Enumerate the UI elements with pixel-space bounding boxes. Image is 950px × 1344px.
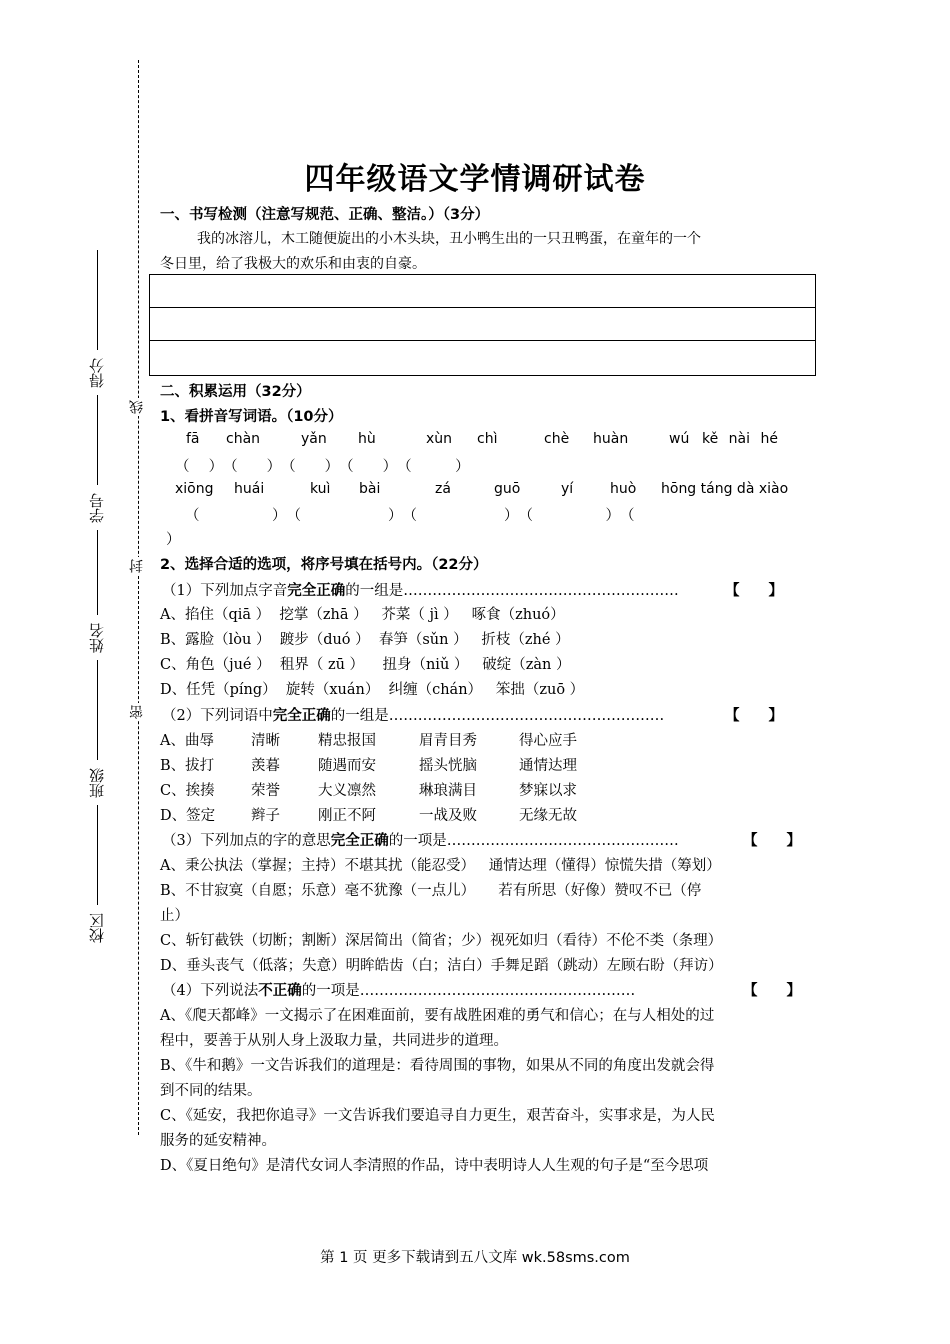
- q2-sub3-option-d: D、垂头丧气（低落；失意）明眸皓齿（白；洁白）手舞足蹈（跳动）左顾右盼（拜访）: [160, 958, 723, 974]
- answer-brackets-row2[interactable]: （ ） （ ） （ ） （ ） （: [185, 508, 635, 524]
- q2-sub1-option-a: A、掐住（qiā ） 挖掌（zhā ） 芥菜（ jì ） 啄食（zhuó）: [160, 607, 565, 623]
- pinyin: wú: [669, 431, 690, 447]
- pinyin: xiōng: [175, 481, 214, 497]
- word: 通情达理: [519, 758, 577, 774]
- word: 琳琅满目: [419, 783, 477, 799]
- score-blank-line: [97, 250, 98, 350]
- word: 刚正不阿: [318, 808, 376, 824]
- binding-dashed-line: [138, 60, 139, 1135]
- pinyin: chè: [544, 431, 570, 447]
- q2-sub3-answer-bracket[interactable]: 【 】: [743, 833, 801, 849]
- q2-sub2-stem: （2）下列词语中完全正确的一组是…………………………………………………: [162, 707, 665, 724]
- q2-sub2-answer-bracket[interactable]: 【 】: [725, 708, 783, 724]
- answer-brackets-row1[interactable]: （ ） （ ） （ ） （ ） （ ）: [175, 459, 470, 475]
- pinyin: bài: [359, 481, 381, 497]
- pinyin: guō: [494, 481, 521, 497]
- name-label: 姓名: [88, 623, 106, 653]
- word: D、签定: [160, 808, 216, 824]
- pinyin: chì: [477, 431, 498, 447]
- answer-bracket-wrap: ）: [166, 532, 181, 548]
- q2-heading: 2、选择合适的选项，将序号填在括号内。（22分）: [160, 557, 488, 573]
- seal-char-feng: 封: [129, 559, 145, 573]
- q2-sub1-stem: （1）下列加点字音完全正确的一组是…………………………………………………: [162, 582, 679, 599]
- pinyin: yí: [561, 481, 574, 497]
- word: A、曲辱: [160, 733, 214, 749]
- section1-text-line1: 我的冰溶儿，木工随便旋出的小木头块，丑小鸭生出的一只丑鸭蛋，在童年的一个: [197, 231, 701, 247]
- q2-sub4-option-a-cont: 程中，要善于从别人身上汲取力量，共同进步的道理。: [160, 1033, 508, 1049]
- campus-blank-line: [97, 805, 98, 905]
- word: 辫子: [251, 808, 280, 824]
- pinyin: hù: [358, 431, 376, 447]
- word: 大义凛然: [318, 783, 376, 799]
- q2-sub4-stem: （4）下列说法不正确的一项是…………………………………………………: [162, 982, 636, 999]
- q2-sub3-option-a: A、秉公执法（掌握；主持）不堪其扰（能忍受） 通情达理（懂得）惊慌失措（筹划）: [160, 858, 721, 874]
- writing-row[interactable]: [150, 308, 815, 341]
- word: B、拔打: [160, 758, 215, 774]
- q2-sub4-answer-bracket[interactable]: 【 】: [743, 983, 801, 999]
- pinyin: huái: [234, 481, 265, 497]
- q2-sub4-option-b-cont: 到不同的结果。: [160, 1083, 262, 1099]
- pinyin: yǎn: [301, 431, 327, 447]
- student-id-blank-line: [97, 395, 98, 485]
- pinyin: hōng táng dà xiào: [661, 481, 789, 497]
- pinyin: huàn: [593, 431, 629, 447]
- q2-sub4-option-c: C、《延安，我把你追寻》一文告诉我们要追寻自力更生，艰苦奋斗，实事求是，为人民: [160, 1108, 715, 1124]
- page-title: 四年级语文学情调研试卷: [304, 162, 646, 197]
- pinyin: zá: [435, 481, 451, 497]
- word: 清晰: [251, 733, 280, 749]
- pinyin: chàn: [226, 431, 261, 447]
- q2-sub3-stem: （3）下列加点的字的意思完全正确的一项是…………………………………………: [162, 832, 679, 849]
- pinyin: kě nài hé: [702, 431, 778, 447]
- seal-char-xian: 线: [129, 400, 145, 414]
- word: C、挨揍: [160, 783, 215, 799]
- pinyin: huò: [610, 481, 637, 497]
- word: 摇头恍脑: [419, 758, 477, 774]
- q2-sub4-option-d: D、《夏日绝句》是清代女词人李清照的作品，诗中表明诗人人生观的句子是“至今思项: [160, 1158, 709, 1174]
- word: 精忠报国: [318, 733, 376, 749]
- class-blank-line: [97, 660, 98, 760]
- name-blank-line: [97, 530, 98, 615]
- word: 羡暮: [251, 758, 280, 774]
- word: 随遇而安: [318, 758, 376, 774]
- q2-sub4-option-a: A、《爬天都峰》一文揭示了在困难面前，要有战胜困难的勇气和信心；在与人相处的过: [160, 1008, 715, 1024]
- word: 无缘无故: [519, 808, 577, 824]
- section1-text-line2: 冬日里，给了我极大的欢乐和由衷的自豪。: [160, 256, 426, 272]
- q2-sub1-option-c: C、角色（jué ） 租界（ zū ） 扭身（niǔ ） 破绽（zàn ）: [160, 657, 571, 673]
- word: 梦寐以求: [519, 783, 577, 799]
- class-label: 班级: [88, 768, 106, 798]
- pinyin: xùn: [426, 431, 453, 447]
- word: 得心应手: [519, 733, 577, 749]
- word: 一战及败: [419, 808, 477, 824]
- page-footer: 第 1 页 更多下载请到五八文库 wk.58sms.com: [320, 1250, 630, 1266]
- q1-heading: 1、看拼音写词语。（10分）: [160, 409, 343, 425]
- q2-sub3-option-b-wrap: 止）: [160, 908, 189, 924]
- score-label: 得分: [88, 358, 106, 388]
- writing-box[interactable]: [149, 274, 816, 376]
- word: 荣誉: [251, 783, 280, 799]
- writing-row[interactable]: [150, 275, 815, 308]
- section2-heading: 二、积累运用（32分）: [160, 384, 311, 400]
- q2-sub1-option-b: B、露脸（lòu ） 踱步（duó ） 春笋（sǔn ） 折枝（zhé ）: [160, 632, 570, 648]
- student-id-label: 学号: [88, 493, 106, 523]
- pinyin: kuì: [310, 481, 331, 497]
- campus-label: 校区: [88, 913, 106, 943]
- seal-char-mi: 密: [129, 705, 145, 719]
- section1-heading: 一、书写检测（注意写规范、正确、整洁。）（3分）: [160, 207, 490, 223]
- writing-row[interactable]: [150, 341, 815, 374]
- q2-sub4-option-c-cont: 服务的延安精神。: [160, 1133, 276, 1149]
- q2-sub4-option-b: B、《牛和鹅》一文告诉我们的道理是：看待周围的事物，如果从不同的角度出发就会得: [160, 1058, 715, 1074]
- word: 眉青目秀: [419, 733, 477, 749]
- q2-sub3-option-c: C、斩钉截铁（切断；割断）深居简出（简省；少）视死如归（看待）不伦不类（条理）: [160, 933, 723, 949]
- pinyin: fā: [186, 431, 200, 447]
- q2-sub3-option-b: B、不甘寂寞（自愿；乐意）毫不犹豫（一点儿） 若有所思（好像）赞叹不已（停: [160, 883, 702, 899]
- q2-sub1-option-d: D、任凭（píng） 旋转（xuán） 纠缠（chán） 笨拙（zuō ）: [160, 682, 585, 698]
- q2-sub1-answer-bracket[interactable]: 【 】: [725, 583, 783, 599]
